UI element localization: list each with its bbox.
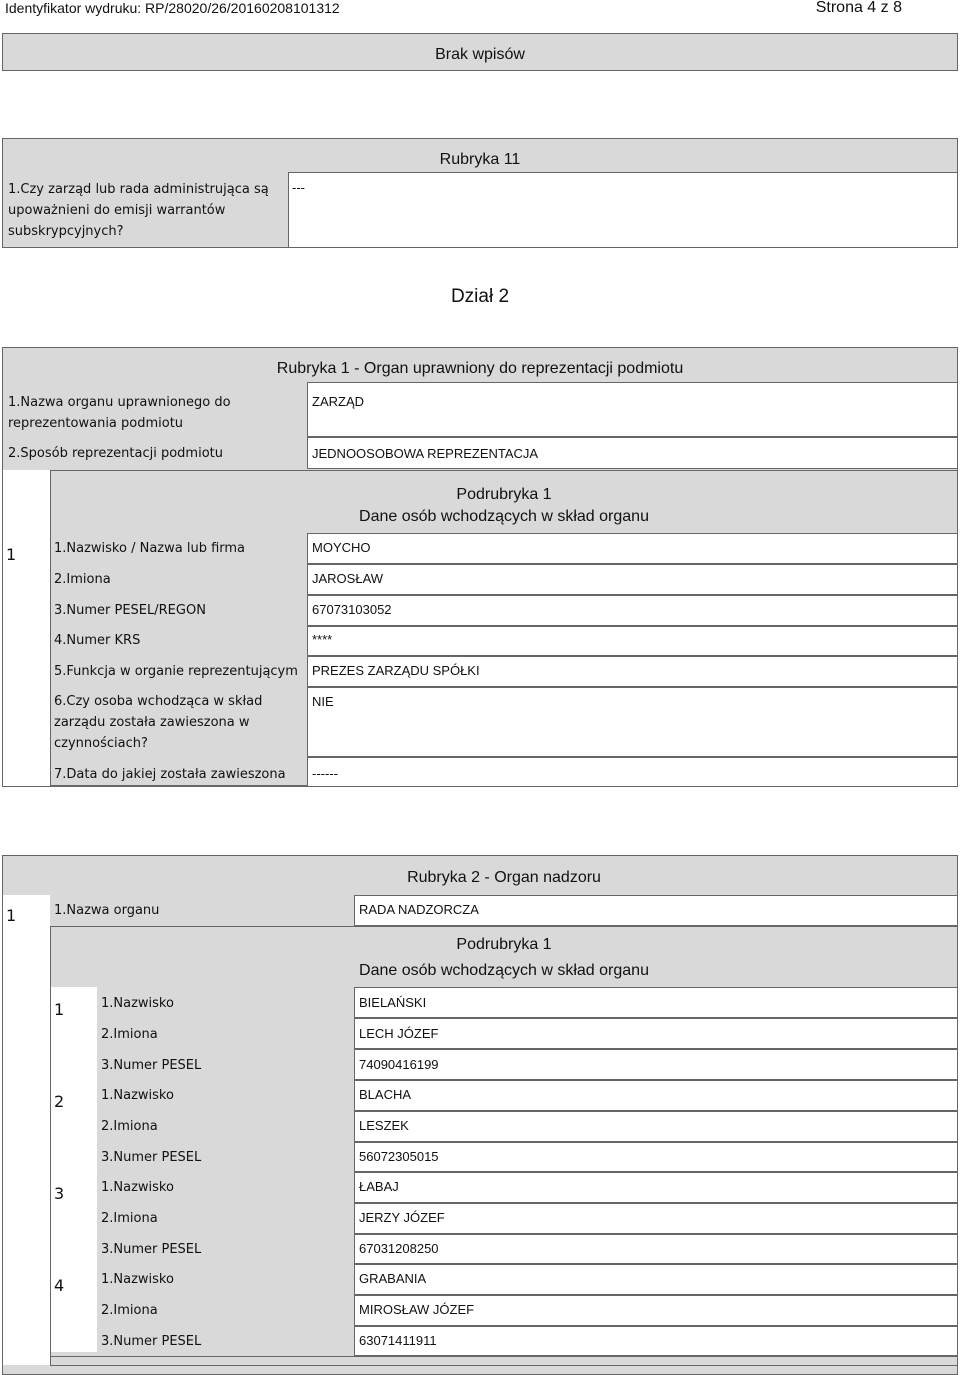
member-surname-label: 1.Nazwisko <box>101 996 174 1011</box>
member-pesel-label: 3.Numer PESEL <box>101 1334 202 1349</box>
member-surname-value: GRABANIA <box>359 1271 427 1286</box>
member-surname-label: 1.Nazwisko <box>101 1088 174 1103</box>
member-pesel-label: 3.Numer PESEL <box>101 1150 202 1165</box>
organ-index: 1 <box>6 906 17 925</box>
member-names-label: 2.Imiona <box>101 1303 158 1318</box>
pesel-label: 3.Numer PESEL/REGON <box>54 603 206 618</box>
member-names-cell <box>354 1111 958 1142</box>
podrubryka-members-title: Podrubryka 1 <box>456 936 552 953</box>
suspension-date-label: 7.Data do jakiej została zawieszona <box>54 767 286 782</box>
krs-cell <box>307 626 958 656</box>
organ-name-label: 1.Nazwa organu uprawnionego do reprezentowania podmiotu <box>8 395 231 431</box>
member-names-value: MIROSŁAW JÓZEF <box>359 1302 475 1317</box>
names-value: JAROSŁAW <box>312 571 384 586</box>
page-number: Strona 4 z 8 <box>815 0 902 16</box>
suspension-date-value: ------ <box>312 766 338 781</box>
member-pesel-cell <box>354 1142 958 1172</box>
function-value: PREZES ZARZĄDU SPÓŁKI <box>312 663 480 678</box>
member-pesel-value: 67031208250 <box>359 1241 439 1256</box>
member-pesel-cell <box>354 1234 958 1264</box>
member-index: 1 <box>54 1000 65 1019</box>
representation-method-value: JEDNOOSOBOWA REPREZENTACJA <box>312 446 539 461</box>
suspended-label: 6.Czy osoba wchodząca w skład zarządu została zawieszona w czynnościach? <box>54 694 263 751</box>
member-pesel-cell <box>354 1326 958 1356</box>
member-surname-label: 1.Nazwisko <box>101 1272 174 1287</box>
print-identifier: Identyfikator wydruku: RP/28020/26/20160208101312 <box>5 0 340 16</box>
rubryka-11-answer-cell <box>288 172 958 248</box>
member-surname-value: BIELAŃSKI <box>359 995 427 1010</box>
podrubryka-1-subtitle: Dane osób wchodzących w skład organu <box>359 508 649 525</box>
member-pesel-cell <box>354 1049 958 1080</box>
names-cell <box>307 564 958 595</box>
representation-method-label: 2.Sposób reprezentacji podmiotu <box>8 446 223 461</box>
function-label: 5.Funkcja w organie reprezentującym <box>54 664 298 679</box>
krs-label: 4.Numer KRS <box>54 633 141 648</box>
member-names-value: JERZY JÓZEF <box>359 1210 445 1225</box>
surname-label: 1.Nazwisko / Nazwa lub firma <box>54 541 246 556</box>
member-pesel-value: 63071411911 <box>359 1333 437 1348</box>
table-bottom-rule <box>50 1356 958 1357</box>
suspended-cell <box>307 687 958 757</box>
member-surname-label: 1.Nazwisko <box>101 1180 174 1195</box>
member-index: 4 <box>54 1276 65 1295</box>
rubryka-2-index-column <box>3 895 50 1365</box>
rubryka-11-title: Rubryka 11 <box>439 151 521 168</box>
member-pesel-value: 74090416199 <box>359 1057 439 1072</box>
member-names-value: LESZEK <box>359 1118 409 1133</box>
no-entries-label: Brak wpisów <box>435 46 525 63</box>
organ-name-value: ZARZĄD <box>312 394 364 409</box>
podrubryka-members-subtitle: Dane osób wchodzących w skład organu <box>359 962 649 979</box>
rubryka-11-answer: --- <box>292 180 305 195</box>
suspension-date-cell <box>307 757 958 787</box>
supervisory-organ-value: RADA NADZORCZA <box>359 902 479 917</box>
podrubryka-1-title: Podrubryka 1 <box>456 486 552 503</box>
surname-cell <box>307 533 958 564</box>
member-pesel-label: 3.Numer PESEL <box>101 1242 202 1257</box>
rubryka-11-question: 1.Czy zarząd lub rada administrująca są upoważnieni do emisji warrantów subskrypcyjnych? <box>8 182 269 239</box>
member-names-label: 2.Imiona <box>101 1119 158 1134</box>
member-surname-cell <box>354 1080 958 1111</box>
pesel-cell <box>307 595 958 626</box>
dzial-2-title: Dział 2 <box>450 286 510 307</box>
rubryka-1-title: Rubryka 1 - Organ uprawniony do reprezentacji podmiotu <box>276 360 684 377</box>
names-label: 2.Imiona <box>54 572 111 587</box>
members-index-column <box>51 987 97 1352</box>
member-names-value: LECH JÓZEF <box>359 1026 439 1041</box>
member-pesel-value: 56072305015 <box>359 1149 439 1164</box>
member-index: 3 <box>54 1184 65 1203</box>
rubryka-2-title: Rubryka 2 - Organ nadzoru <box>407 869 601 886</box>
organ-name-cell <box>307 382 958 437</box>
supervisory-organ-label: 1.Nazwa organu <box>54 903 160 918</box>
person-index: 1 <box>6 545 17 564</box>
member-surname-cell <box>354 987 958 1018</box>
member-names-cell <box>354 1018 958 1049</box>
member-surname-value: ŁABAJ <box>359 1179 399 1194</box>
member-surname-cell <box>354 1264 958 1295</box>
member-surname-value: BLACHA <box>359 1087 412 1102</box>
suspended-value: NIE <box>312 694 334 709</box>
member-names-label: 2.Imiona <box>101 1027 158 1042</box>
krs-value: **** <box>312 632 333 647</box>
member-surname-cell <box>354 1172 958 1203</box>
surname-value: MOYCHO <box>312 540 371 555</box>
pesel-value: 67073103052 <box>312 602 392 617</box>
member-names-label: 2.Imiona <box>101 1211 158 1226</box>
member-pesel-label: 3.Numer PESEL <box>101 1058 202 1073</box>
member-index: 2 <box>54 1092 65 1111</box>
